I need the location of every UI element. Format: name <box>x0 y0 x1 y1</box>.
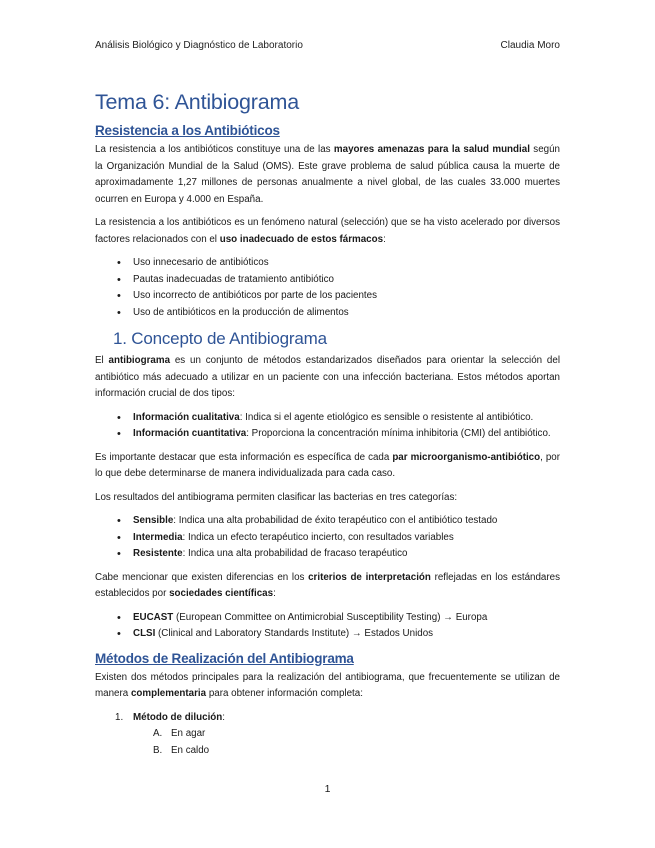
paragraph: Cabe mencionar que existen diferencias en los criterios de interpretación reflejadas en los estándares establecidos por sociedades científicas: <box>95 571 560 599</box>
paragraph: Los resultados del antibiograma permiten clasificar las bacterias en tres categorías: <box>95 491 458 503</box>
page-header <box>95 40 560 54</box>
list-item: • Uso incorrecto de antibióticos por parte de los pacientes <box>95 288 560 305</box>
page-title: Tema 6: Antibiograma <box>95 90 299 114</box>
header-author: Claudia Moro <box>500 40 560 51</box>
list-item: • Resistente: Indica una alta probabilidad de fracaso terapéutico <box>95 546 560 563</box>
paragraph: La resistencia a los antibióticos es un fenómeno natural (selección) que se ha visto acelerado por diversos factores relacionados con el uso inadecuado de estos fármacos: <box>95 217 560 245</box>
list-item: • Sensible: Indica una alta probabilidad de éxito terapéutico con el antibiótico testado <box>95 513 560 530</box>
section-heading-concepto: 1. Concepto de Antibiograma <box>113 329 327 348</box>
list-item: • Uso de antibióticos en la producción de alimentos <box>95 305 560 322</box>
list-item: • Información cualitativa: Indica si el agente etiológico es sensible o resistente al antibiótico. <box>95 410 560 427</box>
list-item: • Pautas inadecuadas de tratamiento antibiótico <box>95 272 560 289</box>
bullet-list-standards <box>95 610 560 643</box>
paragraph: El antibiograma es un conjunto de métodos estandarizados diseñados para orientar la selección del antibiótico más adecuado a utilizar en un paciente con una infección bacteriana. Estos métodos aportan información crucial de dos tipos: <box>95 355 560 399</box>
list-item: A. En agar <box>153 728 206 739</box>
paragraph: Existen dos métodos principales para la realización del antibiograma, que frecuentemente se utilizan de manera complementaria para obtener información completa: <box>95 671 560 699</box>
page-number: 1 <box>324 783 331 795</box>
paragraph: La resistencia a los antibióticos constituye una de las mayores amenazas para la salud mundial según la Organización Mundial de la Salud (OMS). Este grave problema de salud pública causa la muerte de aproximadamente 1,27 millones de personas anualmente a nivel global, de las cuales 33.000 muertes ocurren en Europa y 4.000 en España. <box>95 144 560 205</box>
list-item: • CLSI (Clinical and Laboratory Standards Institute) → Estados Unidos <box>95 626 560 643</box>
list-item: • Intermedia: Indica un efecto terapéutico incierto, con resultados variables <box>95 530 560 547</box>
list-item: • EUCAST (European Committee on Antimicrobial Susceptibility Testing) → Europa <box>95 610 560 627</box>
page-content <box>95 88 560 759</box>
list-number: 1. <box>115 711 124 723</box>
list-item: • Información cuantitativa: Proporciona la concentración mínima inhibitoria (CMI) del antibiótico. <box>95 426 560 443</box>
section-heading-metodos: Métodos de Realización del Antibiograma <box>95 650 354 666</box>
paragraph: Es importante destacar que esta información es específica de cada par microorganismo-antibiótico, por lo que debe determinarse de manera individualizada para cada caso. <box>95 451 560 479</box>
bullet-list-info <box>95 410 560 443</box>
section-heading-resistencia: Resistencia a los Antibióticos <box>95 123 280 138</box>
numbered-list-methods <box>95 710 560 727</box>
header-course: Análisis Biológico y Diagnóstico de Laboratorio <box>95 40 303 51</box>
list-item: B. En caldo <box>153 744 210 756</box>
bullet-list-categories <box>95 513 560 563</box>
sub-list-dilution <box>95 726 560 759</box>
list-item: • Uso innecesario de antibióticos <box>95 255 560 272</box>
bullet-list-causes <box>95 255 560 321</box>
list-item: 1. Método de dilución: <box>95 710 560 727</box>
